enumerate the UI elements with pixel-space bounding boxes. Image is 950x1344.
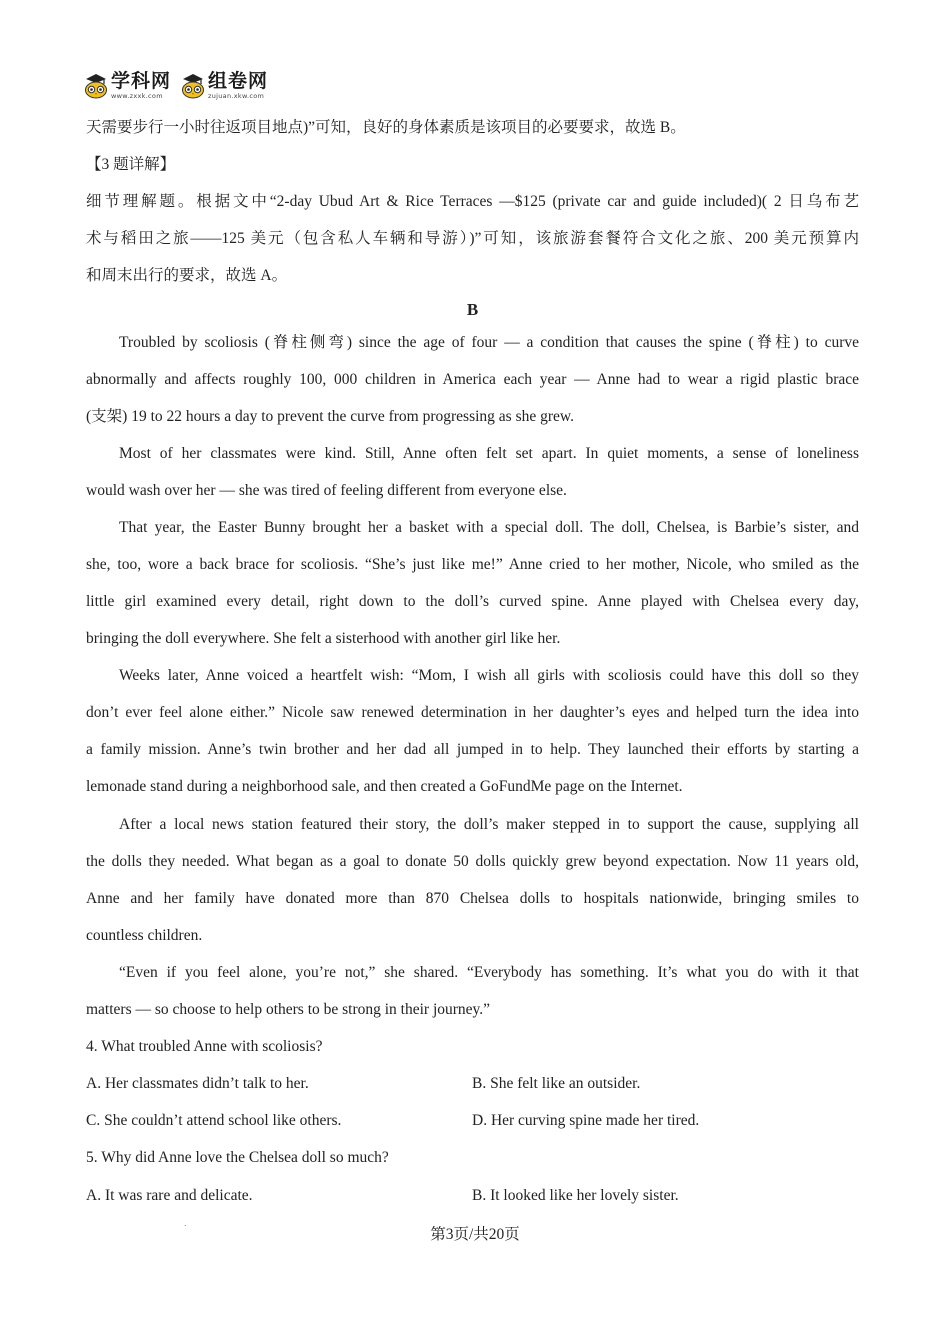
answer-explanation-line: 细节理解题。根据文中“2-day Ubud Art & Rice Terraces —$125 (private car and guide included)( 2 日乌布艺 — [86, 193, 859, 210]
footer-dot: . — [184, 1219, 187, 1228]
answer-explanation-line: 天需要步行一小时往返项目地点)”可知，良好的身体素质是该项目的必要要求，故选 B。 — [86, 119, 686, 136]
answer-explanation-line: 和周末出行的要求，故选 A。 — [86, 267, 288, 284]
logo1-name: 学科网 — [111, 70, 172, 92]
passage-paragraph-line: Most of her classmates were kind. Still, Anne often felt set apart. In quiet moments, a sense of loneliness — [119, 445, 859, 462]
question-4-option-a: A. Her classmates didn’t talk to her. — [86, 1075, 309, 1092]
owl-icon — [84, 73, 108, 99]
section-b-title: B — [466, 300, 479, 319]
passage-paragraph-line: a family mission. Anne’s twin brother and her dad all jumped in to help. They launched their efforts by starting a — [86, 741, 859, 758]
passage-paragraph-line: “Even if you feel alone, you’re not,” she shared. “Everybody has something. It’s what you do with it that — [119, 964, 859, 981]
logo-xuekewang[interactable] — [84, 72, 171, 100]
passage-paragraph-line: That year, the Easter Bunny brought her a basket with a special doll. The doll, Chelsea, is Barbie’s sister, and — [119, 519, 859, 536]
passage-paragraph-line: abnormally and affects roughly 100, 000 children in America each year — Anne had to wear a rigid plastic brace — [86, 371, 859, 388]
passage-paragraph-line: she, too, wore a back brace for scoliosis. “She’s just like me!” Anne cried to her mother, Nicole, who smiled as the — [86, 556, 859, 573]
passage-paragraph-line: lemonade stand during a neighborhood sale, and then created a GoFundMe page on the Internet. — [86, 778, 683, 795]
passage-paragraph-line: Weeks later, Anne voiced a heartfelt wish: “Mom, I wish all girls with scoliosis could have this doll so they — [119, 667, 859, 684]
question-5: 5. Why did Anne love the Chelsea doll so much? — [86, 1149, 389, 1166]
passage-paragraph-line: matters — so choose to help others to be strong in their journey.” — [86, 1001, 491, 1018]
question-5-option-a: A. It was rare and delicate. — [86, 1187, 253, 1204]
logo2-url: zujuan.xkw.com — [208, 92, 265, 100]
passage-paragraph-line: countless children. — [86, 927, 203, 944]
page-number: 第3页/共20页 — [430, 1226, 520, 1243]
passage-paragraph-line: Anne and her family have donated more than 870 Chelsea dolls to hospitals nationwide, bringing smiles to — [86, 890, 859, 907]
passage-paragraph-line: Troubled by scoliosis (脊柱侧弯) since the age of four — a condition that causes the spine (脊柱) to curve — [119, 334, 859, 351]
passage-paragraph-line: would wash over her — she was tired of feeling different from everyone else. — [86, 482, 567, 499]
logo2-name: 组卷网 — [208, 70, 269, 92]
passage-paragraph-line: bringing the doll everywhere. She felt a sisterhood with another girl like her. — [86, 630, 561, 647]
question-4: 4. What troubled Anne with scoliosis? — [86, 1038, 323, 1055]
header-logos — [84, 72, 268, 106]
logo1-url: www.zxxk.com — [111, 92, 163, 100]
passage-paragraph-line: little girl examined every detail, right down to the doll’s curved spine. Anne played with Chelsea every day, — [86, 593, 859, 610]
question-4-option-d: D. Her curving spine made her tired. — [472, 1112, 700, 1129]
passage-paragraph-line: the dolls they needed. What began as a goal to donate 50 dolls quickly grew beyond expectation. Now 11 years old, — [86, 853, 859, 870]
answer-explanation-line: 术与稻田之旅——125 美元（包含私人车辆和导游）)”可知，该旅游套餐符合文化之旅、200 美元预算内 — [86, 230, 859, 247]
question-4-option-c: C. She couldn’t attend school like others. — [86, 1112, 342, 1129]
passage-paragraph-line: (支架) 19 to 22 hours a day to prevent the curve from progressing as she grew. — [86, 408, 574, 425]
passage-paragraph-line: don’t ever feel alone either.” Nicole saw renewed determination in her daughter’s eyes and helped turn the idea into — [86, 704, 859, 721]
logo-zujuanwang[interactable] — [181, 72, 268, 100]
passage-paragraph-line: After a local news station featured their story, the doll’s maker stepped in to support the cause, supplying all — [119, 816, 859, 833]
question-3-heading: 【3 题详解】 — [86, 156, 176, 173]
question-5-option-b: B. It looked like her lovely sister. — [472, 1187, 679, 1204]
owl-icon — [181, 73, 205, 99]
question-4-option-b: B. She felt like an outsider. — [472, 1075, 641, 1092]
